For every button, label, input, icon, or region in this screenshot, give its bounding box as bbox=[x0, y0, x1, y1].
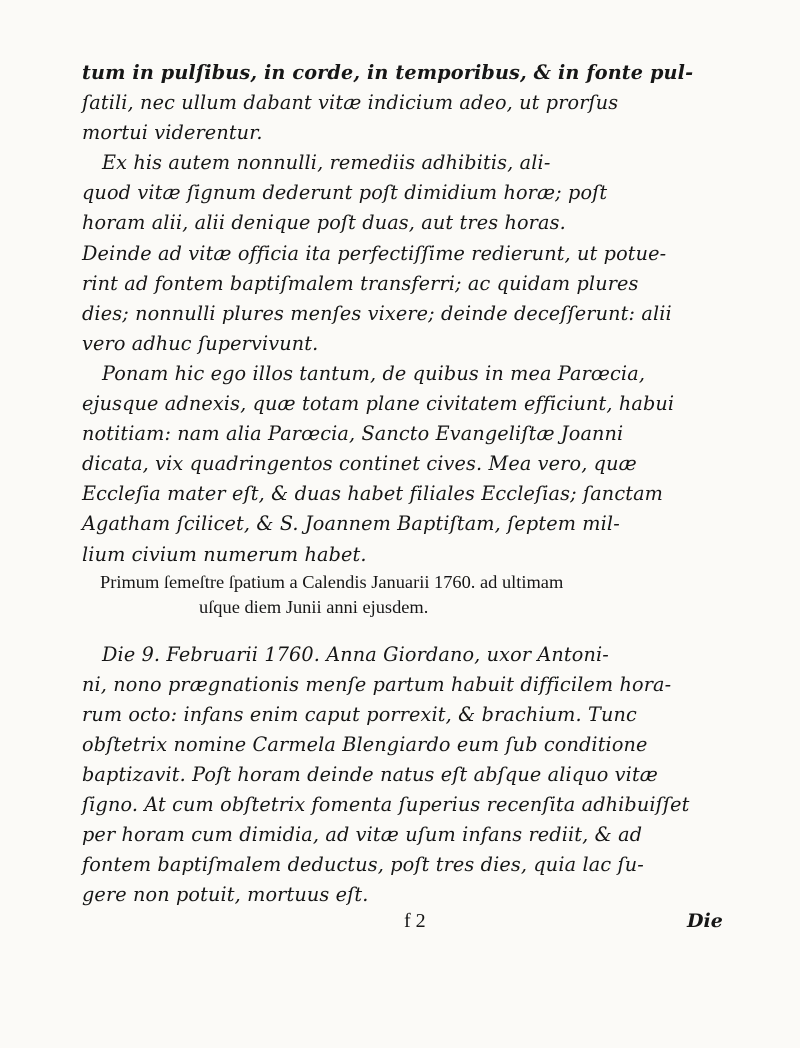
paragraph-2 bbox=[82, 148, 732, 359]
text-line: Ex his autem nonnulli, remediis adhibitis, ali- bbox=[102, 151, 551, 175]
text-line: quod vitæ ſignum dederunt poſt dimidium horæ; poſt bbox=[82, 181, 608, 205]
text-line: lium civium numerum habet. bbox=[82, 542, 367, 566]
text-line: uſque diem Junii anni ejusdem. bbox=[199, 596, 429, 617]
text-line: Deinde ad vitæ officia ita perfectiſſime redierunt, ut potue- bbox=[82, 241, 667, 265]
text-line: rint ad fontem baptiſmalem transferri; ac quidam plures bbox=[82, 271, 639, 295]
page-footer bbox=[82, 910, 732, 940]
paragraph-1 bbox=[82, 58, 732, 148]
text-line: notitiam: nam alia Parœcia, Sancto Evangeliſtæ Joanni bbox=[82, 422, 624, 446]
text-line: Primum ſemeſtre ſpatium a Calendis Januarii 1760. ad ultimam bbox=[100, 571, 564, 592]
text-line: tum in pulſibus, in corde, in temporibus, & in fonte pul- bbox=[82, 61, 694, 84]
text-line: gere non potuit, mortuus eſt. bbox=[82, 883, 369, 907]
text-line: ejusque adnexis, quæ totam plane civitatem efficiunt, habui bbox=[82, 392, 675, 416]
text-line: ſatili, nec ullum dabant vitæ indicium adeo, ut prorſus bbox=[82, 91, 619, 115]
text-line: ſigno. At cum obſtetrix fomenta ſuperius recenſita adhibuiſſet bbox=[82, 793, 690, 817]
text-line: Agatham ſcilicet, & S. Joannem Baptiſtam, ſeptem mil- bbox=[82, 512, 620, 536]
paragraph-4 bbox=[82, 640, 732, 911]
text-line: ni, nono prægnationis menſe partum habuit difficilem hora- bbox=[82, 672, 672, 696]
text-line: Eccleſia mater eſt, & duas habet filiales Eccleſias; ſanctam bbox=[82, 482, 664, 506]
text-line: dies; nonnulli plures menſes vixere; deinde deceſſerunt: alii bbox=[82, 301, 672, 325]
text-line: fontem baptiſmalem deductus, poſt tres dies, quia lac ſu- bbox=[82, 853, 644, 877]
text-line: Die 9. Februarii 1760. Anna Giordano, uxor Antoni- bbox=[102, 642, 609, 666]
text-line: baptizavit. Poſt horam deinde natus eſt abſque aliquo vitæ bbox=[82, 762, 658, 786]
text-line: Ponam hic ego illos tantum, de quibus in mea Parœcia, bbox=[102, 361, 646, 385]
semester-heading bbox=[82, 570, 732, 620]
text-line: rum octo: infans enim caput porrexit, & brachium. Tunc bbox=[82, 702, 637, 726]
text-line: obſtetrix nomine Carmela Blengiardo eum ſub conditione bbox=[82, 732, 648, 756]
text-line: mortui viderentur. bbox=[82, 121, 263, 145]
page-text bbox=[82, 58, 732, 940]
paragraph-3 bbox=[82, 359, 732, 570]
text-line: vero adhuc ſupervivunt. bbox=[82, 331, 319, 355]
catchword: Die bbox=[687, 910, 723, 933]
text-line: dicata, vix quadringentos continet cives. Mea vero, quæ bbox=[82, 452, 637, 476]
text-line: per horam cum dimidia, ad vitæ uſum infans rediit, & ad bbox=[82, 823, 643, 847]
text-line: horam alii, alii denique poſt duas, aut tres horas. bbox=[82, 211, 566, 235]
signature-mark: f 2 bbox=[404, 910, 426, 933]
